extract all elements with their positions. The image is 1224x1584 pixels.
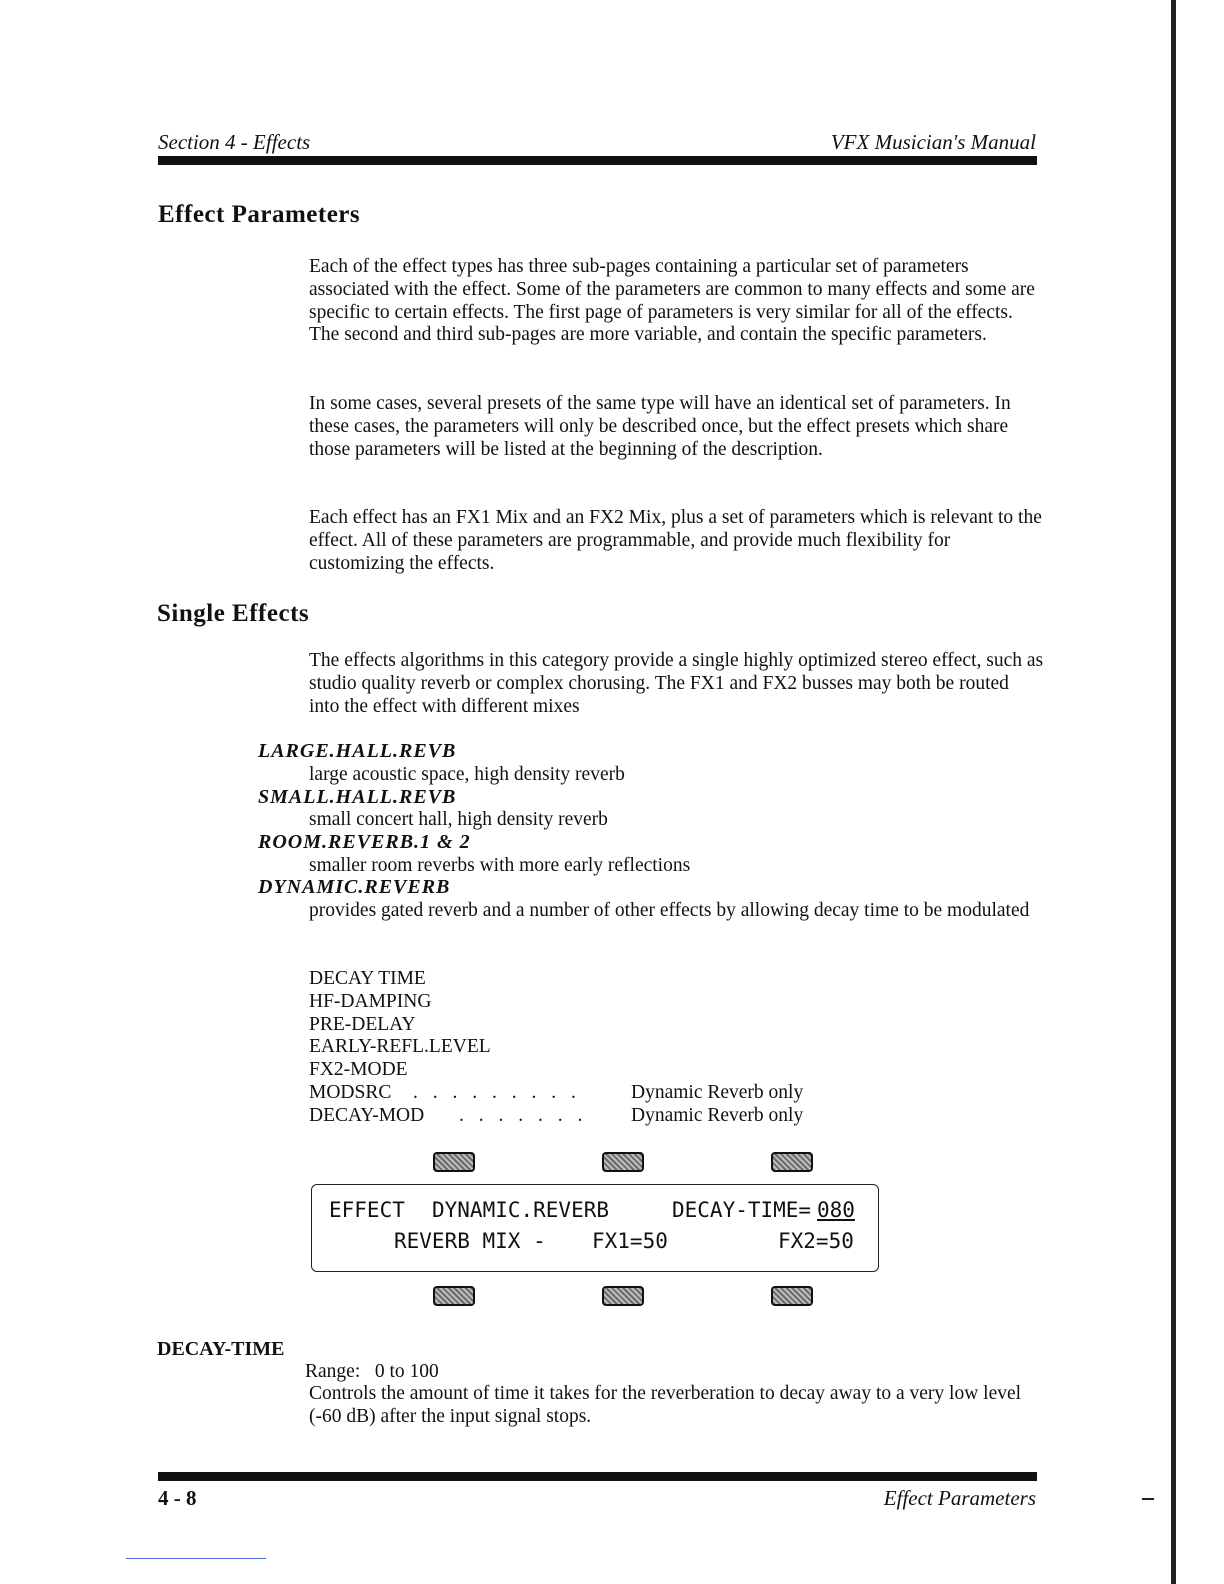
paragraph: The effects algorithms in this category provide a single highly optimized stereo effect, such as studio quality reverb or complex chorusing. The FX1 and FX2 busses may both be routed into the effect with different mixes [309,650,1044,717]
scan-line-artifact [126,1558,266,1559]
effect-name: DYNAMIC.REVERB [258,876,451,898]
parameter-list [309,968,804,1128]
soft-button-bottom-right[interactable] [771,1286,813,1306]
footer-rule [158,1472,1037,1481]
parameter-item: MODSRC [309,1081,392,1103]
lcd-effect-label: EFFECT [329,1198,405,1222]
lcd-fx2-value: FX2=50 [778,1229,854,1253]
lcd-mix-label: REVERB MIX - [394,1229,546,1253]
parameter-description: Controls the amount of time it takes for the reverberation to decay away to a very low level (-60 dB) after the input signal stops. [309,1383,1022,1427]
effect-description: provides gated reverb and a number of other effects by allowing decay time to be modulated [309,900,1030,921]
page-number: 4 - 8 [158,1486,197,1510]
lcd-param-value: 080 [817,1198,855,1222]
parameter-note: Dynamic Reverb only [631,1081,804,1103]
soft-button-top-center[interactable] [602,1152,644,1172]
effect-name: SMALL.HALL.REVB [258,786,457,808]
lcd-param-label: DECAY-TIME= [672,1198,812,1222]
parameter-item: FX2-MODE [309,1059,408,1081]
effect-description: smaller room reverbs with more early reflections [309,855,691,876]
parameter-item: DECAY-MOD [309,1104,425,1126]
leader-dots: . . . . . . . . . [413,1081,581,1103]
parameter-row [309,1104,804,1128]
paragraph: In some cases, several presets of the same type will have an identical set of parameters. In these cases, the parameters will only be described once, but the effect presets which share those parameters will be listed at the beginning of the description. [309,393,1011,460]
section-title-single-effects: Single Effects [157,600,310,627]
soft-button-bottom-left[interactable] [433,1286,475,1306]
header-manual-title: VFX Musician's Manual [830,130,1036,154]
soft-button-top-right[interactable] [771,1152,813,1172]
soft-button-top-left[interactable] [433,1152,475,1172]
page-edge-bar [1171,0,1176,1584]
section-title-effect-parameters: Effect Parameters [158,201,361,228]
lcd-fx1-value: FX1=50 [592,1229,668,1253]
parameter-note: Dynamic Reverb only [631,1104,804,1126]
parameter-heading: DECAY-TIME [157,1338,285,1360]
parameter-range: Range: 0 to 100 [305,1361,439,1382]
leader-dots: . . . . . . . [459,1104,588,1126]
parameter-item: PRE-DELAY [309,1013,416,1035]
effect-name: LARGE.HALL.REVB [258,740,457,762]
lcd-effect-name: DYNAMIC.REVERB [432,1198,610,1222]
parameter-row [309,1081,804,1105]
effect-description: small concert hall, high density reverb [309,809,608,830]
margin-mark [1142,1498,1154,1500]
effect-name: ROOM.REVERB.1 & 2 [258,831,471,853]
paragraph: Each effect has an FX1 Mix and an FX2 Mix, plus a set of parameters which is relevant to the effect. All of these parameters are programmable, and provide much flexibility for customizing the effects. [309,507,1042,574]
effect-description: large acoustic space, high density reverb [309,764,625,785]
parameter-item: DECAY TIME [309,968,426,989]
header-section: Section 4 - Effects [158,130,311,154]
parameter-item: HF-DAMPING [309,990,432,1012]
soft-button-bottom-center[interactable] [602,1286,644,1306]
parameter-item: EARLY-REFL.LEVEL [309,1036,491,1058]
lcd-display [311,1184,879,1272]
footer-section-title: Effect Parameters [883,1486,1036,1510]
header-rule [158,156,1037,165]
paragraph: Each of the effect types has three sub-pages containing a particular set of parameters associated with the effect. Some of the parameters are common to many effects and some are specific to certain effects. The first page of parameters is very similar for all of the effects. The second and third sub-pages are more variable, and contain the specific parameters. [309,256,1035,346]
